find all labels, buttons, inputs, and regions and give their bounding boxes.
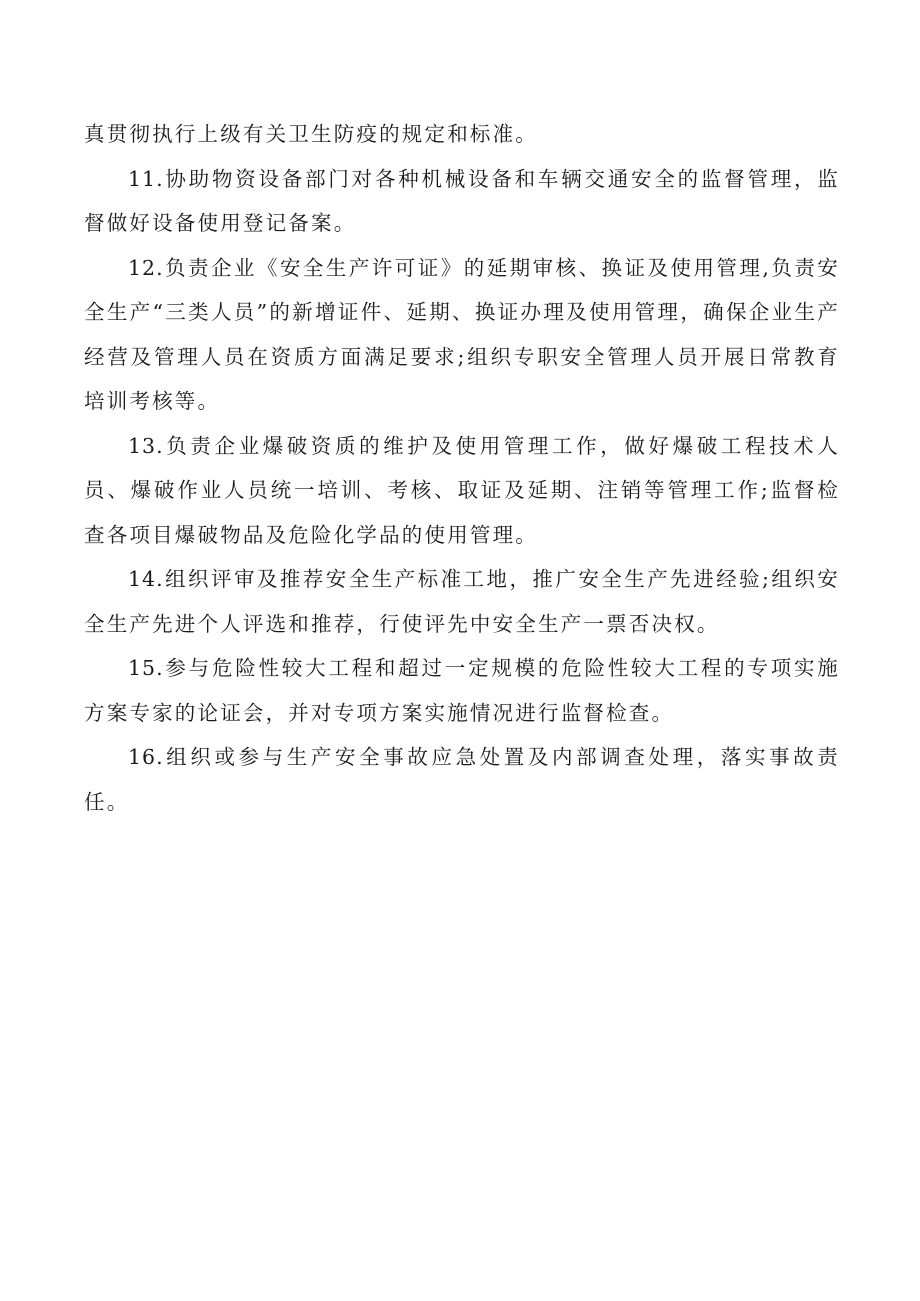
item-number: 15 <box>128 656 157 680</box>
item-number: 13 <box>128 433 157 458</box>
paragraph-text: .协助物资设备部门对各种机械设备和车辆交通安全的监督管理，监督做好设备使用登记备案。 <box>84 166 840 235</box>
paragraph-text: .参与危险性较大工程和超过一定规模的危险性较大工程的专项实施方案专家的论证会，并对专项方案实施情况进行监督检查。 <box>84 656 840 725</box>
paragraph-text: .组织评审及推荐安全生产标准工地，推广安全生产先进经验;组织安全生产先进个人评选和推荐，行使评先中安全生产一票否决权。 <box>84 567 840 636</box>
item-number: 12 <box>128 255 157 280</box>
paragraph-item-14 <box>84 557 840 646</box>
paragraph-item-15 <box>84 646 840 735</box>
paragraph-item-12 <box>84 246 840 424</box>
paragraph-text: .负责企业爆破资质的维护及使用管理工作，做好爆破工程技术人员、爆破作业人员统一培训、考核、取证及延期、注销等管理工作;监督检查各项目爆破物品及危险化学品的使用管理。 <box>84 433 840 547</box>
paragraph-item-13 <box>84 424 840 558</box>
paragraph-text: .组织或参与生产安全事故应急处置及内部调查处理，落实事故责任。 <box>84 745 840 814</box>
item-number: 16 <box>128 745 157 769</box>
document-body <box>84 112 840 824</box>
paragraph-text: 真贯彻执行上级有关卫生防疫的规定和标准。 <box>84 122 538 146</box>
paragraph-item-16 <box>84 735 840 824</box>
paragraph-text: .负责企业《安全生产许可证》的延期审核、换证及使用管理,负责安全生产“三类人员”的新增证件、延期、换证办理及使用管理，确保企业生产经营及管理人员在资质方面满足要求;组织专职安全管理人员开展日常教育培训考核等。 <box>84 255 840 413</box>
paragraph-continuation <box>84 112 840 157</box>
item-number: 14 <box>128 567 157 591</box>
item-number: 11 <box>128 166 157 191</box>
paragraph-item-11 <box>84 157 840 246</box>
